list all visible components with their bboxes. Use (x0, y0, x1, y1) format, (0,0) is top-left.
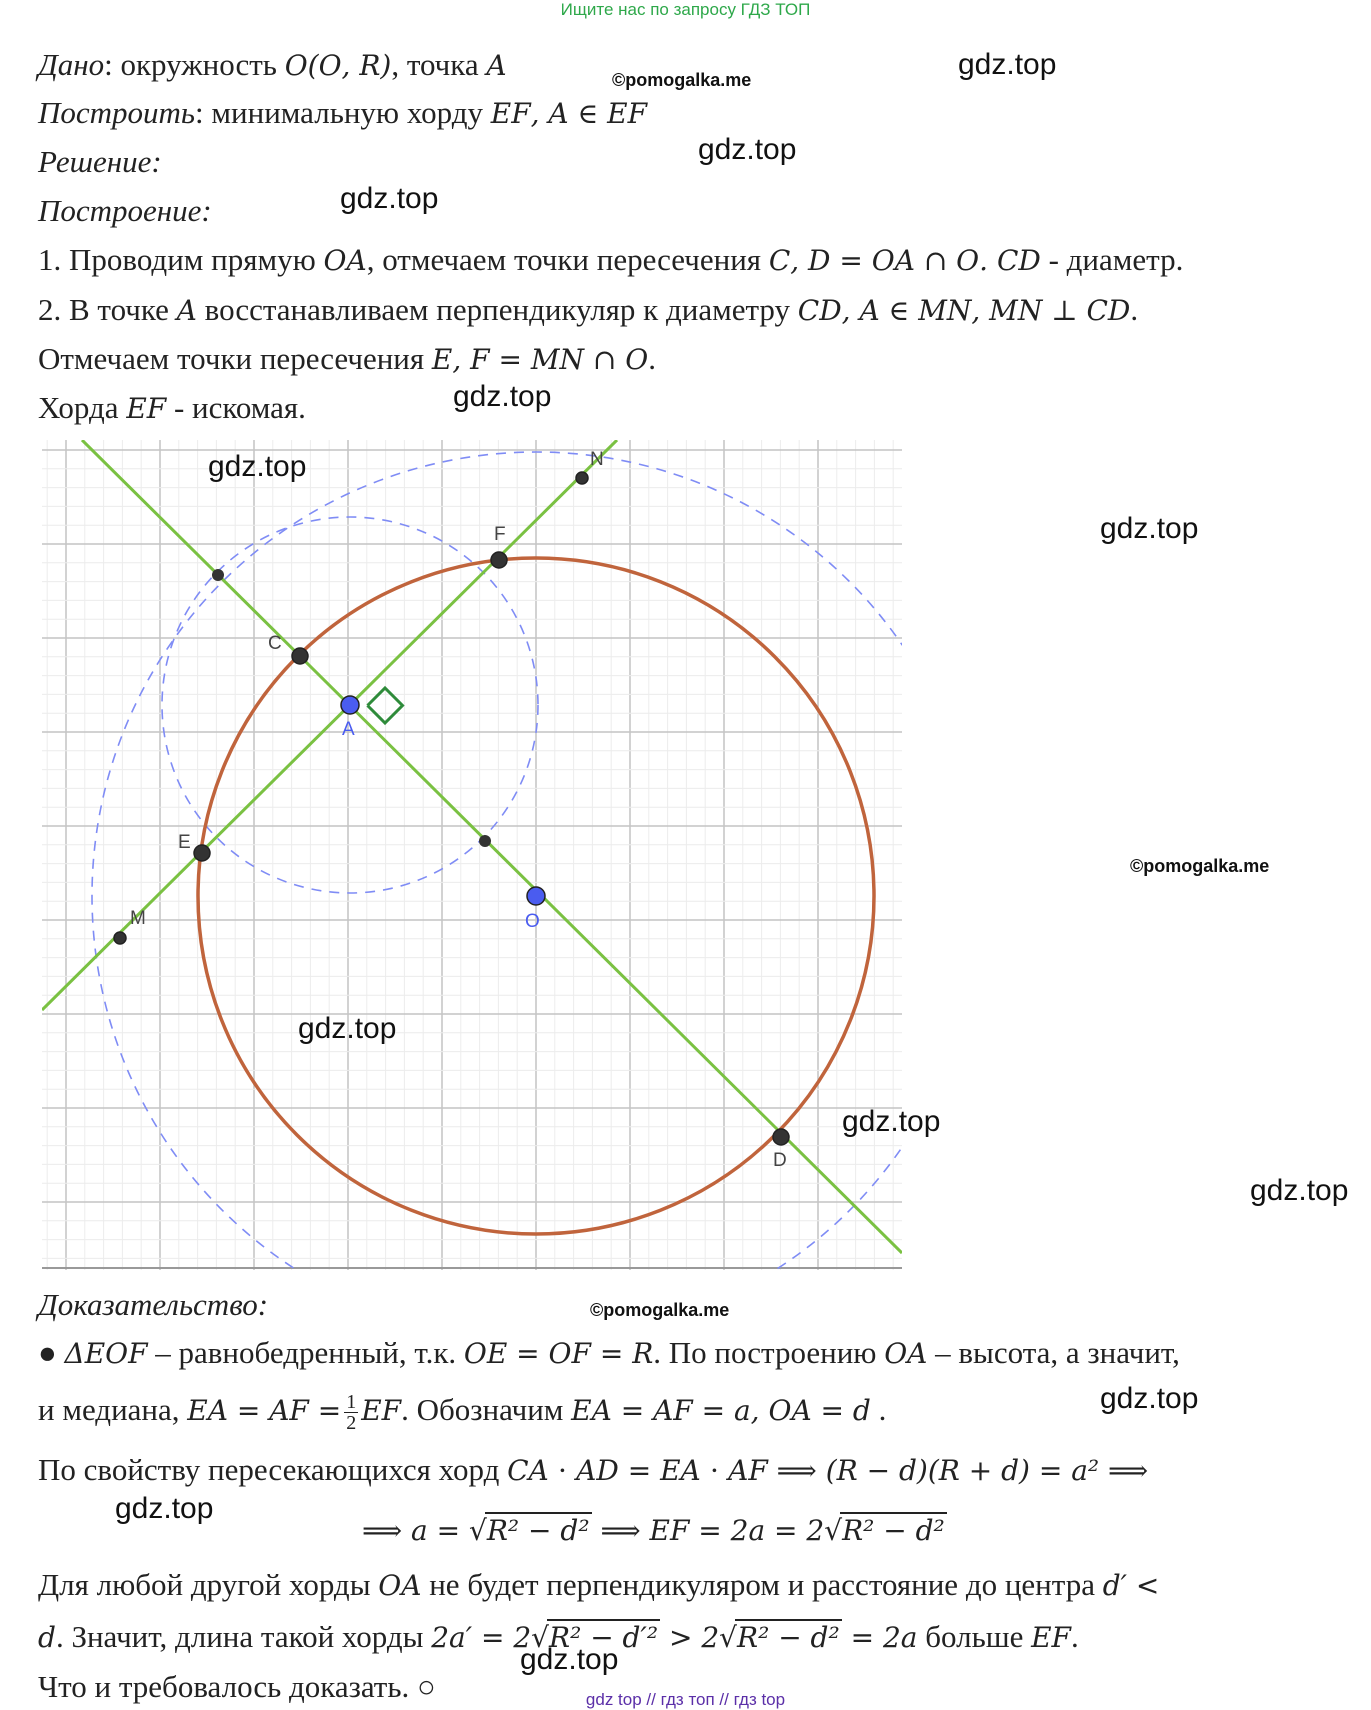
step-2-math: 𝐴 (176, 294, 197, 327)
step-3 (38, 339, 656, 380)
step-4-text: - искомая. (166, 390, 306, 425)
point-d (773, 1129, 789, 1145)
proof-line-1 (38, 1333, 1180, 1374)
proof-conclusion: Что и требовалось доказать. ○ (38, 1669, 436, 1704)
point-label-a: A (342, 719, 355, 740)
proof-text: – равнобедренный, т.к. (147, 1335, 464, 1370)
proof-math: Δ𝐸𝑂𝐹 (64, 1337, 148, 1370)
given-line (38, 45, 507, 86)
point-label-n: N (590, 449, 604, 470)
proof-math: 𝐸𝐹 (361, 1394, 402, 1427)
proof-radicand: 𝑅² − 𝑑² (736, 1621, 840, 1654)
proof-math: 𝐸𝐴 = 𝐴𝐹 = (187, 1394, 342, 1427)
proof-text: больше (917, 1619, 1032, 1654)
gdz-watermark: gdz.top (208, 450, 307, 483)
point-label-f: F (494, 524, 506, 545)
proof-math: = 2𝑎 (841, 1621, 918, 1654)
proof-text: не будет перпендикуляром и расстояние до центра (421, 1567, 1103, 1602)
step-1-text: , отмечаем точки пересечения (366, 242, 769, 277)
step-1-math: 𝑂𝐴 (323, 244, 367, 277)
step-2-math: 𝐶𝐷, 𝐴 ∈ 𝑀𝑁, 𝑀𝑁 ⊥ 𝐶𝐷 (797, 294, 1131, 327)
step-2-text: восстанавливаем перпендикуляр к диаметру (196, 292, 798, 327)
step-2-text: . (1130, 292, 1139, 327)
proof-text: Для любой другой хорды (38, 1567, 379, 1602)
point-label-o: O (525, 911, 540, 932)
proof-text: и медиана, (38, 1392, 188, 1427)
gdz-watermark: gdz.top (958, 48, 1057, 81)
construct-line (38, 93, 647, 134)
top-banner: Ищите нас по запросу ГДЗ ТОП (560, 0, 811, 19)
proof-math: ⟹ 𝐸𝐹 = 2𝑎 = 2√ (591, 1514, 843, 1547)
point-label-d: D (773, 1150, 787, 1171)
points (114, 449, 789, 1171)
proof-math: 𝑂𝐴 (378, 1569, 422, 1602)
proof-text: . Обозначим (401, 1392, 572, 1427)
step-3-math: 𝐸, 𝐹 = 𝑀𝑁 ∩ 𝑂 (431, 343, 649, 376)
step-4 (38, 388, 306, 429)
proof-math: > 2√ (660, 1621, 737, 1654)
construction-figure (42, 440, 902, 1270)
solution-label: Решение: (38, 144, 162, 179)
proof-math: 𝑂𝐴 (884, 1337, 928, 1370)
construct-label: Построить (38, 95, 196, 130)
step-1 (38, 240, 1183, 281)
point-label-c: C (268, 633, 282, 654)
step-1-math: 𝐶, 𝐷 = 𝑂𝐴 ∩ 𝑂. 𝐶𝐷 (768, 244, 1041, 277)
point-n (576, 472, 588, 484)
proof-line-3 (38, 1450, 1148, 1491)
proof-line-5 (38, 1565, 1159, 1606)
step-2-text: 2. В точке (38, 292, 177, 327)
proof-text: По свойству пересекающихся хорд (38, 1452, 508, 1487)
proof-math: ⟹ 𝑎 = √ (362, 1514, 487, 1547)
aux-intersection-point (212, 569, 224, 581)
gdz-watermark: gdz.top (298, 1012, 397, 1045)
gdz-watermark: gdz.top (520, 1643, 619, 1676)
point-label-e: E (178, 832, 191, 853)
given-point: 𝐴 (486, 49, 507, 82)
step-1-text: - диаметр. (1040, 242, 1184, 277)
point-c (292, 648, 308, 664)
step-4-math: 𝐸𝐹 (126, 392, 167, 425)
proof-radicand: 𝑅² − 𝑑′² (548, 1621, 659, 1654)
proof-math: 𝑑 (38, 1621, 56, 1654)
construct-text: : минимальную хорду (195, 95, 491, 130)
proof-math: 2𝑎′ = 2√ (431, 1621, 549, 1654)
given-text: : окружность (104, 47, 285, 82)
gdz-watermark: gdz.top (115, 1492, 214, 1525)
construct-expr: 𝐸𝐹, 𝐴 ∈ 𝐸𝐹 (490, 97, 648, 130)
fraction-numerator: 1 (346, 1391, 357, 1414)
proof-line-2 (38, 1390, 886, 1433)
proof-math: 𝐸𝐴 = 𝐴𝐹 = 𝑎, 𝑂𝐴 = 𝑑 (571, 1394, 871, 1427)
proof-radicand: 𝑅² − 𝑑² (842, 1514, 945, 1547)
bullet: ● (38, 1335, 65, 1370)
point-label-m: M (130, 908, 146, 929)
proof-text: . По построению (653, 1335, 885, 1370)
proof-text: . Значит, длина такой хорды (55, 1619, 432, 1654)
fraction-half (344, 1392, 358, 1433)
proof-text: – высота, а значит, (927, 1335, 1180, 1370)
step-2 (38, 290, 1138, 331)
pomogalka-watermark: ©pomogalka.me (612, 70, 752, 90)
proof-math: 𝐸𝐹 (1031, 1621, 1071, 1654)
bottom-banner: gdz top // гдз топ // гдз top (585, 1690, 786, 1709)
proof-label: Доказательство: (38, 1287, 269, 1322)
step-4-text: Хорда (38, 390, 127, 425)
step-1-text: 1. Проводим прямую (38, 242, 324, 277)
right-angle-mark (368, 688, 403, 723)
point-e (194, 845, 210, 861)
given-middle: , точка (391, 47, 487, 82)
gdz-watermark: gdz.top (453, 380, 552, 413)
proof-radicand: 𝑅² − 𝑑² (486, 1514, 590, 1547)
aux-intersection-point (479, 835, 491, 847)
gdz-watermark: gdz.top (842, 1105, 941, 1138)
pomogalka-watermark: ©pomogalka.me (590, 1300, 730, 1320)
given-circle: 𝑂(𝑂, 𝑅) (284, 49, 392, 82)
gdz-watermark: gdz.top (1100, 1382, 1199, 1415)
point-o (527, 887, 545, 905)
proof-math: 𝑑′ < (1102, 1569, 1160, 1602)
point-a (341, 696, 359, 714)
proof-line-4 (362, 1510, 947, 1551)
point-m (114, 932, 126, 944)
step-3-text: Отмечаем точки пересечения (38, 341, 432, 376)
point-f (491, 552, 507, 568)
fraction-denominator: 2 (346, 1412, 357, 1435)
proof-text: . (870, 1392, 887, 1427)
gdz-watermark: gdz.top (1100, 512, 1199, 545)
proof-math: 𝐶𝐴 ⋅ 𝐴𝐷 = 𝐸𝐴 ⋅ 𝐴𝐹 ⟹ (𝑅 − 𝑑)(𝑅 + 𝑑) = 𝑎² ⟹ (507, 1454, 1149, 1487)
step-3-text: . (648, 341, 656, 376)
proof-text: . (1070, 1619, 1079, 1654)
gdz-watermark: gdz.top (340, 182, 439, 215)
gdz-watermark: gdz.top (698, 133, 797, 166)
pomogalka-watermark: ©pomogalka.me (1130, 856, 1270, 876)
given-label: Дано (38, 47, 105, 82)
gdz-watermark: gdz.top (1250, 1174, 1349, 1207)
construction-label: Построение: (38, 193, 212, 228)
proof-math: 𝑂𝐸 = 𝑂𝐹 = 𝑅 (463, 1337, 654, 1370)
